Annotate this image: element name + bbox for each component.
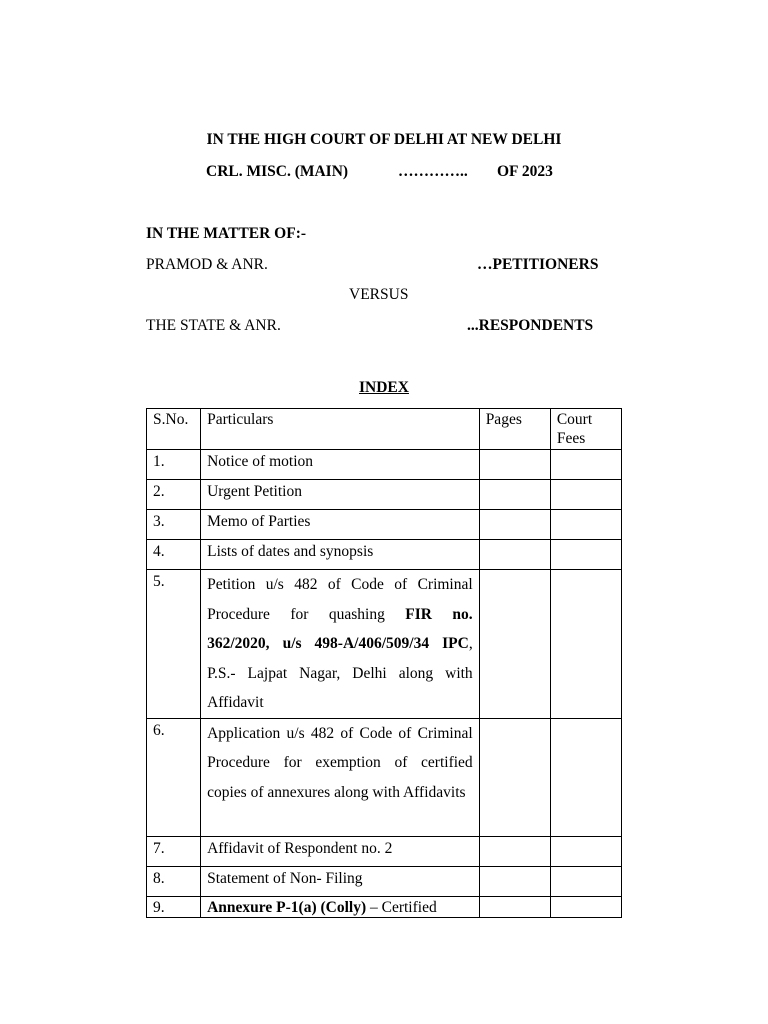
row-particulars: Urgent Petition [207,483,302,500]
case-type: CRL. MISC. (MAIN) [206,163,349,180]
table-row [147,540,622,570]
row-sno: 4. [153,543,165,560]
row-particulars: Petition u/s 482 of Code of Criminal Procedure for quashing FIR no. 362/2020, u/s 498-A/406/509/34 IPC, P.S.- Lajpat Nagar, Delhi along with Affidavit [207,576,473,711]
row-court-fees [550,570,621,719]
table-row [147,480,622,510]
table-row [147,896,622,917]
row-pages [479,836,550,866]
column-header-court-fees: Court Fees [550,409,621,450]
column-header-particulars: Particulars [201,409,480,450]
index-heading: INDEX [359,379,409,396]
table-row [147,510,622,540]
table-row [147,866,622,896]
row-sno: 5. [153,573,165,590]
row-sno: 8. [153,869,165,887]
row-court-fees [550,836,621,866]
row-particulars: Memo of Parties [207,513,311,530]
row-sno: 2. [153,483,165,500]
table-header-row [147,409,622,450]
row-court-fees [550,480,621,510]
table-row [147,570,622,719]
table-row [147,450,622,480]
row-court-fees [550,718,621,836]
table-row [147,718,622,836]
row-particulars: Annexure P-1(a) (Colly) – Certified [207,898,437,916]
row-sno: 1. [153,453,165,470]
case-year: OF 2023 [497,163,553,180]
row-pages [479,510,550,540]
column-header-sno: S.No. [147,409,201,450]
index-table [146,408,622,918]
petitioner-role: …PETITIONERS [477,256,599,273]
row-particulars: Affidavit of Respondent no. 2 [207,839,393,857]
court-title: IN THE HIGH COURT OF DELHI AT NEW DELHI [206,131,562,148]
row-pages [479,866,550,896]
case-number-blank: ………….. [398,163,468,180]
row-sno: 3. [153,513,165,530]
row-pages [479,718,550,836]
row-pages [479,570,550,719]
row-pages [479,540,550,570]
respondent-role: ...RESPONDENTS [467,317,594,334]
table-row [147,836,622,866]
row-court-fees [550,896,621,917]
matter-of-heading: IN THE MATTER OF:- [146,225,307,242]
row-particulars: Statement of Non- Filing [207,869,363,887]
row-pages [479,450,550,480]
row-court-fees [550,540,621,570]
row-court-fees [550,866,621,896]
row-sno: 6. [153,721,165,739]
column-header-pages: Pages [479,409,550,450]
row-particulars: Lists of dates and synopsis [207,543,374,560]
row-sno: 7. [153,839,165,857]
row-particulars: Notice of motion [207,453,314,470]
row-pages [479,896,550,917]
row-sno: 9. [153,898,165,916]
row-court-fees [550,450,621,480]
petitioner-name: PRAMOD & ANR. [146,256,268,273]
versus-label: VERSUS [349,286,409,303]
row-pages [479,480,550,510]
row-court-fees [550,510,621,540]
respondent-name: THE STATE & ANR. [146,317,281,334]
row-particulars: Application u/s 482 of Code of Criminal Procedure for exemption of certified copies of annexures along with Affidavits [207,724,473,801]
